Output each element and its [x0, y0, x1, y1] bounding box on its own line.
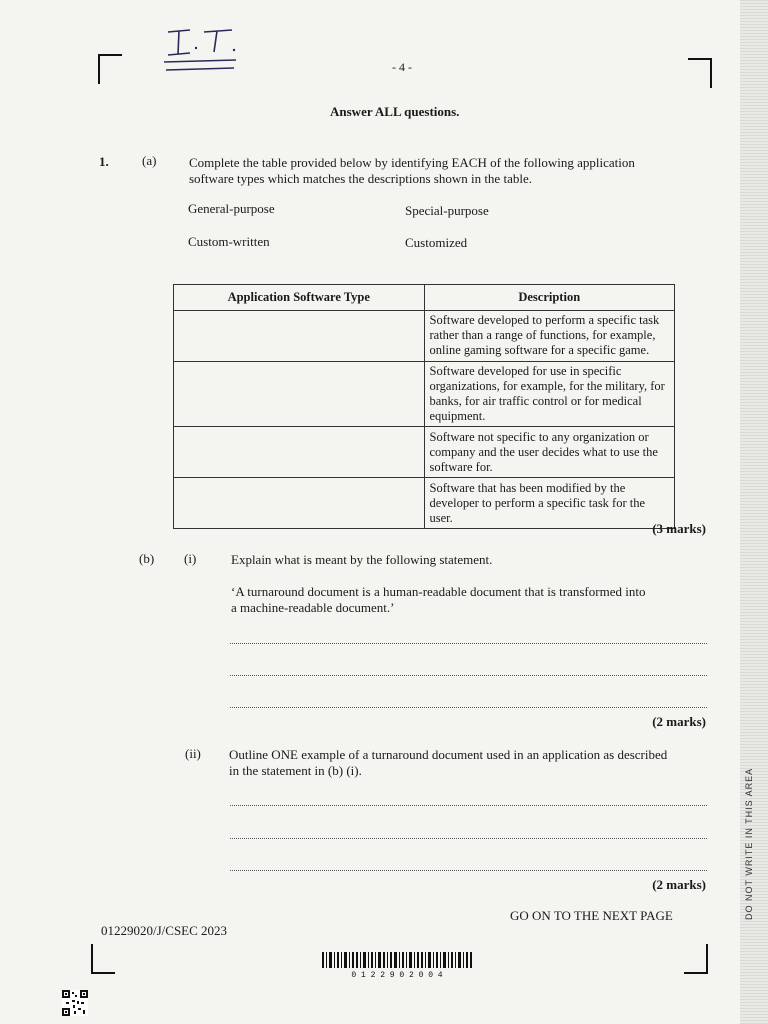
- table-row: [174, 311, 675, 362]
- instruction-heading: Answer ALL questions.: [330, 104, 460, 119]
- answer-cell[interactable]: [174, 427, 425, 478]
- option-general-purpose: General-purpose: [188, 201, 275, 216]
- part-a-text-line1: Complete the table provided below by identifying EACH of the following application: [189, 155, 635, 170]
- answer-line[interactable]: [230, 707, 707, 708]
- quote-line1: ‘A turnaround document is a human-readable document that is transformed into: [231, 584, 646, 599]
- description-cell: Software not specific to any organization or company and the user decides what to use the software for.: [424, 427, 675, 478]
- part-a-text-line2: software types which matches the descriptions shown in the table.: [189, 171, 532, 186]
- table-row: [174, 362, 675, 427]
- crop-mark-top-right: [688, 58, 712, 88]
- part-b-i-label: (i): [184, 551, 197, 566]
- table-row: [174, 427, 675, 478]
- part-b-i-marks: (2 marks): [652, 714, 706, 729]
- quote-line2: a machine-readable document.’: [231, 600, 395, 615]
- part-a-marks: (3 marks): [652, 521, 706, 536]
- margin-notice: DO NOT WRITE IN THIS AREA: [744, 767, 754, 920]
- barcode-digits: 0 1 2 2 9 0 2 0 0 4: [351, 971, 443, 978]
- handwritten-subject-note: [160, 18, 240, 78]
- part-b-ii-label: (ii): [185, 746, 201, 761]
- paper-code: 01229020/J/CSEC 2023: [101, 923, 228, 938]
- part-b-i-prompt: Explain what is meant by the following statement.: [231, 552, 493, 567]
- page-number: - 4 -: [392, 60, 412, 74]
- answer-line[interactable]: [230, 805, 707, 806]
- option-customized: Customized: [405, 235, 468, 250]
- software-types-table: [173, 284, 675, 529]
- crop-mark-top-left: [98, 54, 122, 84]
- part-b-ii-text-line2: in the statement in (b) (i).: [229, 763, 362, 778]
- answer-cell[interactable]: [174, 311, 425, 362]
- answer-cell[interactable]: [174, 478, 425, 529]
- description-cell: Software that has been modified by the developer to perform a specific task for the user.: [424, 478, 675, 529]
- crop-mark-bottom-left: [91, 944, 115, 974]
- part-b-ii-marks: (2 marks): [652, 877, 706, 892]
- answer-cell[interactable]: [174, 362, 425, 427]
- answer-line[interactable]: [230, 870, 707, 871]
- answer-line[interactable]: [230, 643, 707, 644]
- description-cell: Software developed for use in specific organizations, for example, for the military, for banks, for air traffic control or for medical equipment.: [424, 362, 675, 427]
- description-cell: Software developed to perform a specific task rather than a range of functions, for example, online gaming software for a specific game.: [424, 311, 675, 362]
- barcode: [322, 952, 472, 978]
- answer-line[interactable]: [230, 838, 707, 839]
- table-header-description: Description: [424, 285, 675, 311]
- part-b-label: (b): [139, 551, 155, 566]
- table-header-type: Application Software Type: [174, 285, 425, 311]
- option-special-purpose: Special-purpose: [405, 203, 489, 218]
- crop-mark-bottom-right: [684, 944, 708, 974]
- answer-line[interactable]: [230, 675, 707, 676]
- option-custom-written: Custom-written: [188, 234, 270, 249]
- part-b-ii-text-line1: Outline ONE example of a turnaround document used in an application as described: [229, 747, 668, 762]
- qr-code: [62, 990, 88, 1016]
- question-number: 1.: [99, 154, 109, 169]
- part-a-label: (a): [142, 153, 157, 168]
- go-on-notice: GO ON TO THE NEXT PAGE: [510, 908, 673, 923]
